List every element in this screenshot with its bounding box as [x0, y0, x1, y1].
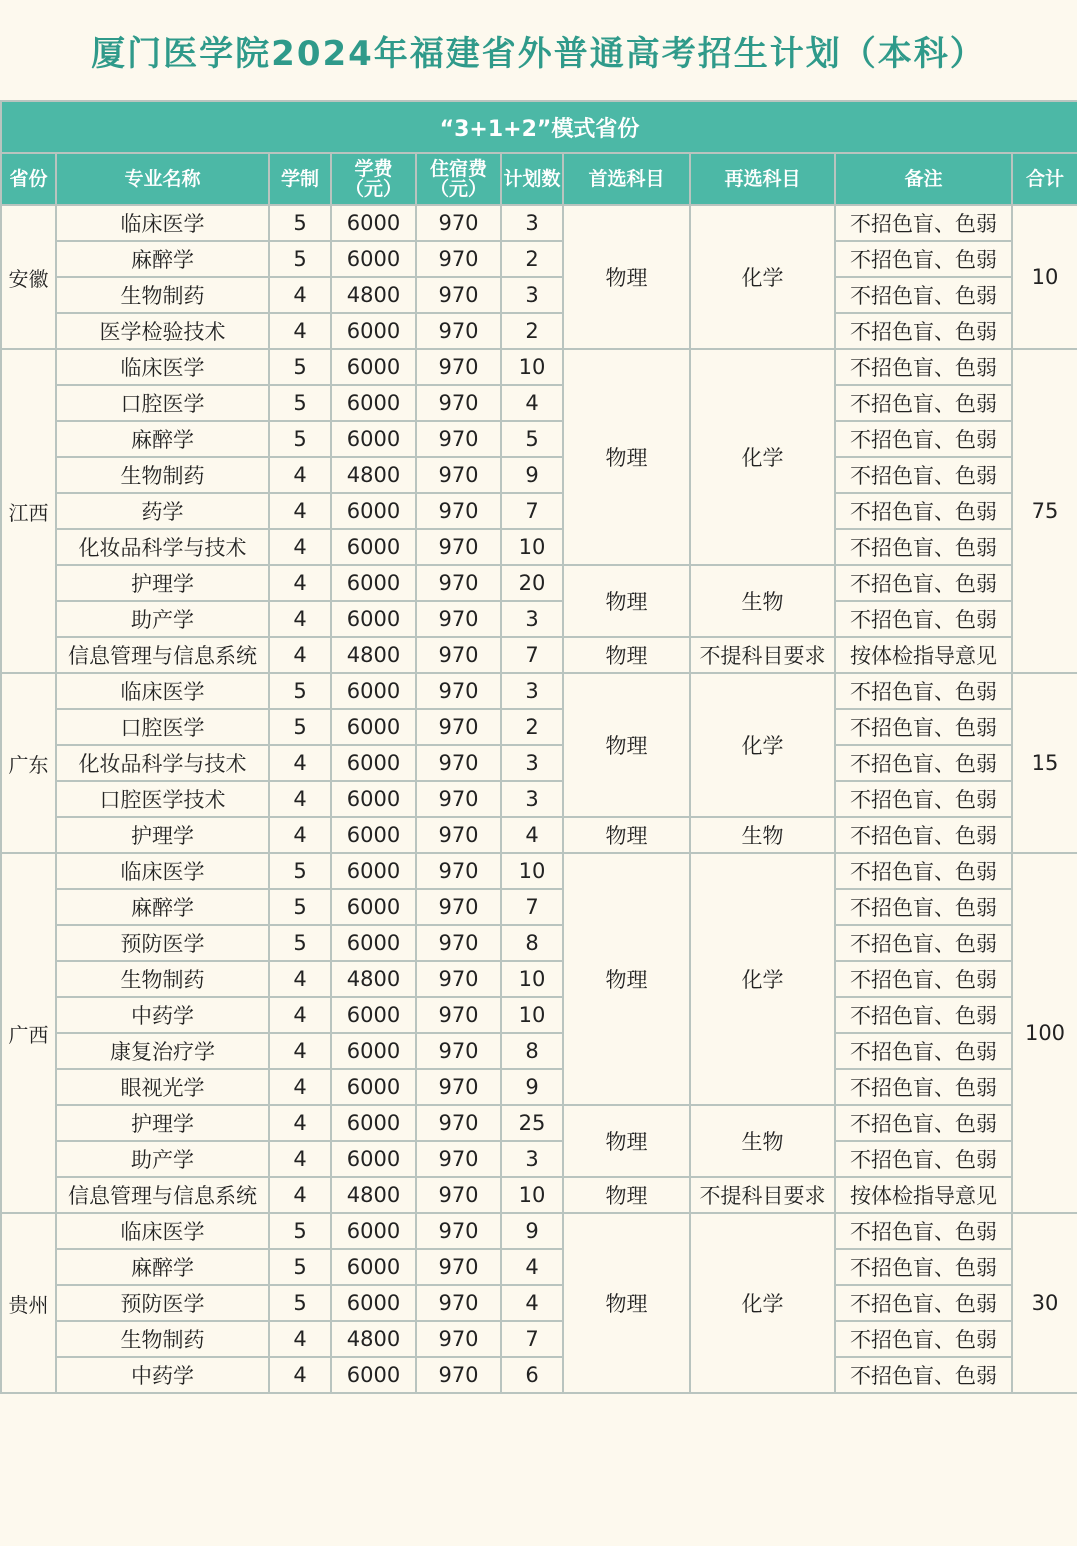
- note-cell: 不招色盲、色弱: [835, 1141, 1012, 1177]
- header-years: 学制: [269, 153, 331, 205]
- housing-cell: 970: [416, 709, 501, 745]
- table-row: [1, 493, 1077, 529]
- major-cell: 生物制药: [56, 277, 269, 313]
- page-title: 厦门医学院2024年福建省外普通高考招生计划（本科）: [91, 33, 986, 74]
- tuition-cell: 6000: [331, 1249, 416, 1285]
- major-cell: 临床医学: [56, 673, 269, 709]
- major-cell: 口腔医学: [56, 709, 269, 745]
- plan-cell: 3: [501, 205, 563, 241]
- tuition-cell: 6000: [331, 565, 416, 601]
- table-row: [1, 889, 1077, 925]
- table-row: [1, 853, 1077, 889]
- major-cell: 口腔医学技术: [56, 781, 269, 817]
- housing-cell: 970: [416, 637, 501, 673]
- tuition-cell: 6000: [331, 673, 416, 709]
- note-cell: 不招色盲、色弱: [835, 313, 1012, 349]
- years-cell: 5: [269, 421, 331, 457]
- plan-cell: 2: [501, 313, 563, 349]
- major-cell: 中药学: [56, 1357, 269, 1393]
- plan-cell: 8: [501, 1033, 563, 1069]
- years-cell: 5: [269, 241, 331, 277]
- tuition-cell: 6000: [331, 1033, 416, 1069]
- second-subject-cell: 化学: [690, 349, 835, 565]
- housing-cell: 970: [416, 349, 501, 385]
- first-subject-cell: 物理: [563, 1105, 690, 1177]
- tuition-cell: 4800: [331, 637, 416, 673]
- first-subject-cell: 物理: [563, 817, 690, 853]
- plan-cell: 3: [501, 1141, 563, 1177]
- years-cell: 5: [269, 349, 331, 385]
- major-cell: 助产学: [56, 1141, 269, 1177]
- table-row: [1, 817, 1077, 853]
- table-row: [1, 457, 1077, 493]
- note-cell: 不招色盲、色弱: [835, 529, 1012, 565]
- table-row: [1, 673, 1077, 709]
- province-cell: 贵州: [1, 1213, 56, 1393]
- table-row: [1, 781, 1077, 817]
- major-cell: 麻醉学: [56, 421, 269, 457]
- housing-cell: 970: [416, 1249, 501, 1285]
- second-subject-cell: 生物: [690, 817, 835, 853]
- province-cell: 广西: [1, 853, 56, 1213]
- years-cell: 4: [269, 1321, 331, 1357]
- plan-cell: 7: [501, 1321, 563, 1357]
- years-cell: 5: [269, 1213, 331, 1249]
- tuition-cell: 6000: [331, 385, 416, 421]
- major-cell: 护理学: [56, 1105, 269, 1141]
- note-cell: 不招色盲、色弱: [835, 493, 1012, 529]
- major-cell: 护理学: [56, 565, 269, 601]
- note-cell: 不招色盲、色弱: [835, 349, 1012, 385]
- note-cell: 不招色盲、色弱: [835, 205, 1012, 241]
- major-cell: 临床医学: [56, 1213, 269, 1249]
- major-cell: 麻醉学: [56, 1249, 269, 1285]
- table-row: [1, 1033, 1077, 1069]
- major-cell: 临床医学: [56, 349, 269, 385]
- housing-cell: 970: [416, 277, 501, 313]
- major-cell: 康复治疗学: [56, 1033, 269, 1069]
- header-province: 省份: [1, 153, 56, 205]
- housing-cell: 970: [416, 1321, 501, 1357]
- total-cell: 30: [1012, 1213, 1077, 1393]
- table-row: [1, 313, 1077, 349]
- first-subject-cell: 物理: [563, 1213, 690, 1393]
- header-tuition: 学费（元）: [331, 153, 416, 205]
- second-subject-cell: 化学: [690, 205, 835, 349]
- plan-cell: 4: [501, 817, 563, 853]
- years-cell: 5: [269, 673, 331, 709]
- tuition-cell: 6000: [331, 889, 416, 925]
- plan-cell: 10: [501, 529, 563, 565]
- plan-cell: 4: [501, 385, 563, 421]
- housing-cell: 970: [416, 529, 501, 565]
- years-cell: 5: [269, 709, 331, 745]
- housing-cell: 970: [416, 745, 501, 781]
- housing-cell: 970: [416, 1069, 501, 1105]
- tuition-cell: 6000: [331, 817, 416, 853]
- major-cell: 麻醉学: [56, 889, 269, 925]
- mode-header: “3+1+2”模式省份: [1, 101, 1077, 153]
- major-cell: 信息管理与信息系统: [56, 637, 269, 673]
- plan-cell: 10: [501, 961, 563, 997]
- tuition-cell: 6000: [331, 1105, 416, 1141]
- tuition-cell: 4800: [331, 457, 416, 493]
- plan-cell: 4: [501, 1249, 563, 1285]
- tuition-cell: 6000: [331, 1213, 416, 1249]
- plan-cell: 2: [501, 241, 563, 277]
- major-cell: 口腔医学: [56, 385, 269, 421]
- tuition-cell: 6000: [331, 313, 416, 349]
- total-cell: 100: [1012, 853, 1077, 1213]
- second-subject-cell: 不提科目要求: [690, 637, 835, 673]
- note-cell: 不招色盲、色弱: [835, 1249, 1012, 1285]
- header-housing: 住宿费（元）: [416, 153, 501, 205]
- first-subject-cell: 物理: [563, 205, 690, 349]
- tuition-cell: 6000: [331, 1285, 416, 1321]
- plan-cell: 7: [501, 493, 563, 529]
- years-cell: 5: [269, 889, 331, 925]
- housing-cell: 970: [416, 961, 501, 997]
- province-cell: 江西: [1, 349, 56, 673]
- table-row: [1, 1141, 1077, 1177]
- table-row: [1, 637, 1077, 673]
- header-major: 专业名称: [56, 153, 269, 205]
- tuition-cell: 4800: [331, 277, 416, 313]
- tuition-cell: 6000: [331, 421, 416, 457]
- second-subject-cell: 生物: [690, 565, 835, 637]
- note-cell: 不招色盲、色弱: [835, 277, 1012, 313]
- years-cell: 4: [269, 997, 331, 1033]
- first-subject-cell: 物理: [563, 1177, 690, 1213]
- housing-cell: 970: [416, 205, 501, 241]
- plan-cell: 8: [501, 925, 563, 961]
- plan-cell: 5: [501, 421, 563, 457]
- major-cell: 生物制药: [56, 961, 269, 997]
- table-row: [1, 241, 1077, 277]
- note-cell: 不招色盲、色弱: [835, 889, 1012, 925]
- header-second-subject: 再选科目: [690, 153, 835, 205]
- note-cell: 不招色盲、色弱: [835, 601, 1012, 637]
- second-subject-cell: 化学: [690, 673, 835, 817]
- table-row: [1, 997, 1077, 1033]
- plan-cell: 3: [501, 673, 563, 709]
- years-cell: 4: [269, 1105, 331, 1141]
- note-cell: 不招色盲、色弱: [835, 1033, 1012, 1069]
- years-cell: 4: [269, 493, 331, 529]
- province-cell: 安徽: [1, 205, 56, 349]
- tuition-cell: 4800: [331, 1321, 416, 1357]
- header-total: 合计: [1012, 153, 1077, 205]
- major-cell: 信息管理与信息系统: [56, 1177, 269, 1213]
- major-cell: 助产学: [56, 601, 269, 637]
- note-cell: 不招色盲、色弱: [835, 997, 1012, 1033]
- total-cell: 10: [1012, 205, 1077, 349]
- second-subject-cell: 化学: [690, 853, 835, 1105]
- plan-cell: 9: [501, 1069, 563, 1105]
- total-cell: 15: [1012, 673, 1077, 853]
- plan-cell: 7: [501, 637, 563, 673]
- total-cell: 75: [1012, 349, 1077, 673]
- years-cell: 4: [269, 1141, 331, 1177]
- major-cell: 临床医学: [56, 205, 269, 241]
- years-cell: 4: [269, 961, 331, 997]
- years-cell: 5: [269, 1249, 331, 1285]
- note-cell: 不招色盲、色弱: [835, 709, 1012, 745]
- tuition-cell: 4800: [331, 1177, 416, 1213]
- table-row: [1, 565, 1077, 601]
- housing-cell: 970: [416, 1213, 501, 1249]
- tuition-cell: 4800: [331, 961, 416, 997]
- plan-cell: 9: [501, 457, 563, 493]
- major-cell: 医学检验技术: [56, 313, 269, 349]
- table-row: [1, 1177, 1077, 1213]
- tuition-cell: 6000: [331, 601, 416, 637]
- table-row: [1, 925, 1077, 961]
- note-cell: 不招色盲、色弱: [835, 241, 1012, 277]
- table-row: [1, 601, 1077, 637]
- plan-cell: 25: [501, 1105, 563, 1141]
- note-cell: 不招色盲、色弱: [835, 457, 1012, 493]
- years-cell: 4: [269, 529, 331, 565]
- major-cell: 药学: [56, 493, 269, 529]
- tuition-cell: 6000: [331, 241, 416, 277]
- housing-cell: 970: [416, 817, 501, 853]
- years-cell: 4: [269, 565, 331, 601]
- years-cell: 4: [269, 781, 331, 817]
- plan-cell: 10: [501, 997, 563, 1033]
- note-cell: 不招色盲、色弱: [835, 421, 1012, 457]
- plan-cell: 3: [501, 601, 563, 637]
- years-cell: 4: [269, 1033, 331, 1069]
- table-row: [1, 709, 1077, 745]
- major-cell: 护理学: [56, 817, 269, 853]
- table-body: [1, 205, 1077, 1393]
- years-cell: 4: [269, 817, 331, 853]
- note-cell: 不招色盲、色弱: [835, 817, 1012, 853]
- note-cell: 不招色盲、色弱: [835, 673, 1012, 709]
- note-cell: 不招色盲、色弱: [835, 745, 1012, 781]
- note-cell: 不招色盲、色弱: [835, 565, 1012, 601]
- housing-cell: 970: [416, 601, 501, 637]
- header-note: 备注: [835, 153, 1012, 205]
- years-cell: 4: [269, 745, 331, 781]
- housing-cell: 970: [416, 1177, 501, 1213]
- note-cell: 不招色盲、色弱: [835, 925, 1012, 961]
- enrollment-plan-table: [0, 100, 1077, 1394]
- plan-cell: 2: [501, 709, 563, 745]
- housing-cell: 970: [416, 889, 501, 925]
- second-subject-cell: 化学: [690, 1213, 835, 1393]
- tuition-cell: 6000: [331, 781, 416, 817]
- years-cell: 4: [269, 277, 331, 313]
- tuition-cell: 6000: [331, 349, 416, 385]
- note-cell: 不招色盲、色弱: [835, 1069, 1012, 1105]
- table-row: [1, 277, 1077, 313]
- major-cell: 化妆品科学与技术: [56, 745, 269, 781]
- tuition-cell: 6000: [331, 1141, 416, 1177]
- housing-cell: 970: [416, 457, 501, 493]
- major-cell: 预防医学: [56, 1285, 269, 1321]
- major-cell: 眼视光学: [56, 1069, 269, 1105]
- table-row: [1, 961, 1077, 997]
- major-cell: 麻醉学: [56, 241, 269, 277]
- housing-cell: 970: [416, 421, 501, 457]
- tuition-cell: 6000: [331, 709, 416, 745]
- major-cell: 生物制药: [56, 1321, 269, 1357]
- major-cell: 中药学: [56, 997, 269, 1033]
- years-cell: 4: [269, 637, 331, 673]
- note-cell: 不招色盲、色弱: [835, 1105, 1012, 1141]
- note-cell: 不招色盲、色弱: [835, 1285, 1012, 1321]
- years-cell: 5: [269, 385, 331, 421]
- second-subject-cell: 生物: [690, 1105, 835, 1177]
- years-cell: 5: [269, 205, 331, 241]
- note-cell: 不招色盲、色弱: [835, 961, 1012, 997]
- first-subject-cell: 物理: [563, 349, 690, 565]
- housing-cell: 970: [416, 1033, 501, 1069]
- major-cell: 预防医学: [56, 925, 269, 961]
- housing-cell: 970: [416, 853, 501, 889]
- table-row: [1, 1285, 1077, 1321]
- table-row: [1, 421, 1077, 457]
- plan-cell: 7: [501, 889, 563, 925]
- years-cell: 4: [269, 313, 331, 349]
- note-cell: 按体检指导意见: [835, 637, 1012, 673]
- tuition-cell: 6000: [331, 1069, 416, 1105]
- housing-cell: 970: [416, 781, 501, 817]
- major-cell: 化妆品科学与技术: [56, 529, 269, 565]
- housing-cell: 970: [416, 1357, 501, 1393]
- housing-cell: 970: [416, 997, 501, 1033]
- first-subject-cell: 物理: [563, 637, 690, 673]
- table-row: [1, 385, 1077, 421]
- housing-cell: 970: [416, 1285, 501, 1321]
- housing-cell: 970: [416, 1105, 501, 1141]
- tuition-cell: 6000: [331, 853, 416, 889]
- table-row: [1, 745, 1077, 781]
- plan-cell: 10: [501, 1177, 563, 1213]
- major-cell: 临床医学: [56, 853, 269, 889]
- housing-cell: 970: [416, 925, 501, 961]
- plan-cell: 9: [501, 1213, 563, 1249]
- note-cell: 不招色盲、色弱: [835, 1213, 1012, 1249]
- years-cell: 5: [269, 1285, 331, 1321]
- plan-cell: 10: [501, 349, 563, 385]
- years-cell: 4: [269, 1069, 331, 1105]
- table-row: [1, 1213, 1077, 1249]
- table-row: [1, 349, 1077, 385]
- plan-cell: 3: [501, 277, 563, 313]
- column-header-row: [1, 153, 1077, 205]
- housing-cell: 970: [416, 1141, 501, 1177]
- tuition-cell: 6000: [331, 529, 416, 565]
- second-subject-cell: 不提科目要求: [690, 1177, 835, 1213]
- table-row: [1, 1357, 1077, 1393]
- plan-cell: 3: [501, 781, 563, 817]
- housing-cell: 970: [416, 385, 501, 421]
- table-row: [1, 529, 1077, 565]
- header-plan: 计划数: [501, 153, 563, 205]
- province-cell: 广东: [1, 673, 56, 853]
- tuition-cell: 6000: [331, 1357, 416, 1393]
- note-cell: 不招色盲、色弱: [835, 781, 1012, 817]
- note-cell: 按体检指导意见: [835, 1177, 1012, 1213]
- tuition-cell: 6000: [331, 925, 416, 961]
- table-row: [1, 1069, 1077, 1105]
- table-row: [1, 1321, 1077, 1357]
- years-cell: 5: [269, 853, 331, 889]
- years-cell: 5: [269, 925, 331, 961]
- housing-cell: 970: [416, 493, 501, 529]
- major-cell: 生物制药: [56, 457, 269, 493]
- tuition-cell: 6000: [331, 997, 416, 1033]
- tuition-cell: 6000: [331, 745, 416, 781]
- mode-row: [1, 101, 1077, 153]
- housing-cell: 970: [416, 673, 501, 709]
- tuition-cell: 6000: [331, 493, 416, 529]
- header-first-subject: 首选科目: [563, 153, 690, 205]
- first-subject-cell: 物理: [563, 853, 690, 1105]
- plan-cell: 10: [501, 853, 563, 889]
- note-cell: 不招色盲、色弱: [835, 1357, 1012, 1393]
- table-row: [1, 205, 1077, 241]
- note-cell: 不招色盲、色弱: [835, 853, 1012, 889]
- housing-cell: 970: [416, 313, 501, 349]
- plan-cell: 4: [501, 1285, 563, 1321]
- years-cell: 4: [269, 1177, 331, 1213]
- plan-cell: 6: [501, 1357, 563, 1393]
- first-subject-cell: 物理: [563, 565, 690, 637]
- table-row: [1, 1249, 1077, 1285]
- table-row: [1, 1105, 1077, 1141]
- housing-cell: 970: [416, 565, 501, 601]
- plan-cell: 20: [501, 565, 563, 601]
- housing-cell: 970: [416, 241, 501, 277]
- note-cell: 不招色盲、色弱: [835, 385, 1012, 421]
- years-cell: 4: [269, 1357, 331, 1393]
- note-cell: 不招色盲、色弱: [835, 1321, 1012, 1357]
- tuition-cell: 6000: [331, 205, 416, 241]
- plan-cell: 3: [501, 745, 563, 781]
- years-cell: 4: [269, 457, 331, 493]
- years-cell: 4: [269, 601, 331, 637]
- first-subject-cell: 物理: [563, 673, 690, 817]
